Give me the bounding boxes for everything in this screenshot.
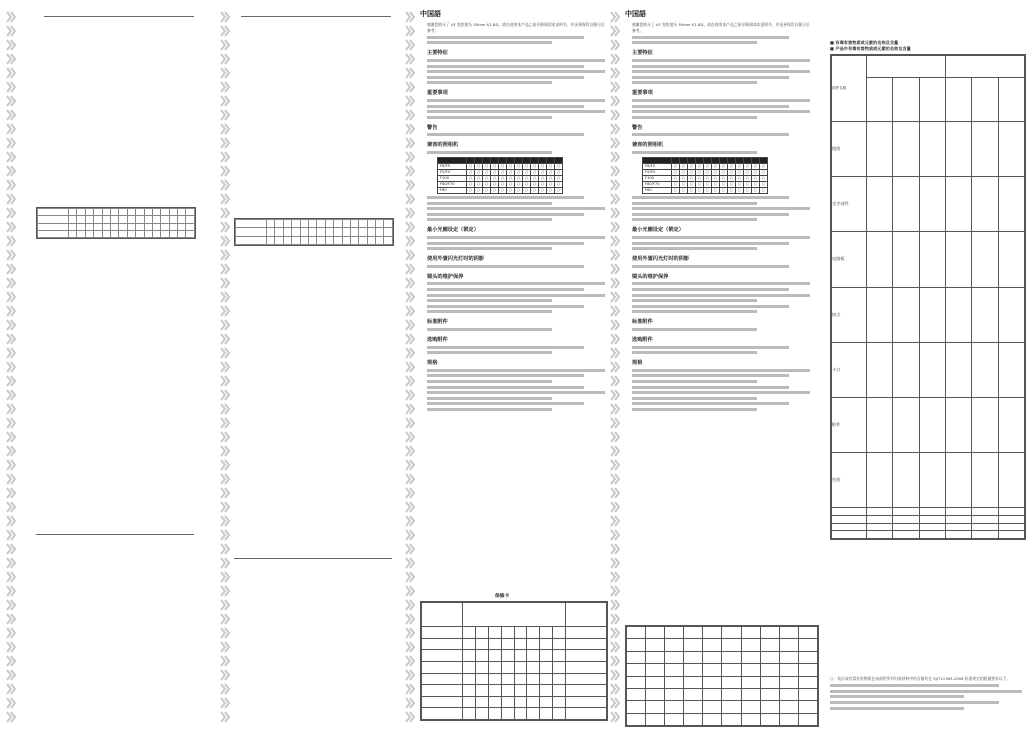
section-title: 主要特征 (427, 50, 448, 57)
panel-body (632, 22, 810, 414)
bottom-rule (36, 534, 194, 535)
section-title: 规格 (427, 360, 438, 367)
top-rule (241, 16, 391, 17)
panel-heading: 中国語 (625, 10, 646, 18)
warranty-title: 保修卡 (495, 594, 510, 599)
section-title: 最小光圈设定（锁定） (427, 227, 479, 234)
section-title: 兼容的照相机 (632, 142, 664, 149)
section-title: 镜头的维护保养 (427, 273, 464, 280)
panel-3 (400, 0, 615, 730)
bottom-rule (234, 558, 392, 559)
warranty-table (420, 601, 608, 721)
table-title (830, 40, 1020, 52)
section-title: 最小光圈设定（锁定） (632, 227, 684, 234)
hazard-row-label: 包装 (832, 453, 867, 508)
compat-row-label: F100 (438, 175, 467, 181)
chevron-strip (220, 10, 230, 725)
chevron-decoration-icon (405, 10, 415, 725)
hazard-table (830, 54, 1026, 540)
hazard-header-cell: 部件名称 (832, 56, 867, 122)
hazard-row-label: 光学部件 (832, 177, 867, 232)
panel-2 (215, 0, 415, 730)
chevron-decoration-icon (610, 10, 620, 725)
hazard-row-label: 电路板 (832, 232, 867, 287)
compat-row-label: F5/F4 (643, 169, 672, 175)
compat-row-label: F5/F4 (438, 169, 467, 175)
compat-row-label: F80/F70 (643, 181, 672, 187)
compat-row-label: F6/F5 (438, 163, 467, 169)
chevron-decoration-icon (6, 10, 16, 725)
section-title: 标准附件 (632, 319, 653, 326)
compat-row-label: F60 (643, 187, 672, 193)
table-title-line: ■ 有毒有害物质或元素的名称及含量 (830, 40, 899, 45)
section-title: 警告 (427, 124, 438, 131)
compat-row-label: F80/F70 (438, 181, 467, 187)
hazard-row-label: 接点 (832, 287, 867, 342)
section-title: 主要特征 (632, 50, 653, 57)
section-title: 警告 (632, 124, 643, 131)
chevron-strip (610, 10, 620, 725)
section-title: 规格 (632, 360, 643, 367)
section-title: 选购附件 (427, 337, 448, 343)
section-title: 兼容的照相机 (427, 142, 459, 149)
panel-heading: 中国語 (420, 10, 441, 18)
footnote: ○：表示该有毒有害物质在该部件所有均质材料中的含量均在 SJ/T11363-2006 标准规定的限量要求以下。 (830, 676, 1011, 681)
hazard-row-label: 镜筒 (832, 122, 867, 177)
top-rule (44, 16, 194, 17)
section-title: 重要事项 (632, 90, 653, 97)
section-title: 重要事项 (427, 90, 448, 97)
chevron-strip (6, 10, 16, 725)
intro-text: 感谢您购买了 AF 变焦镜头 50mm f/1.8D。请在使用本产品之前仔细阅读本说明书，并妥善保管以便日后参考。 (427, 22, 605, 33)
compat-grid (36, 207, 196, 239)
hazard-row-label: 卡口 (832, 342, 867, 397)
compat-row-label: F6/F5 (643, 163, 672, 169)
chevron-strip (405, 10, 415, 725)
section-title: 使用外置闪光灯时的阴影 (632, 256, 690, 263)
panel-5 (820, 0, 1032, 730)
chevron-decoration-icon (220, 10, 230, 725)
footnote-block (830, 676, 1022, 712)
section-title: 镜头的维护保养 (632, 273, 669, 280)
compat-row-label: F100 (643, 175, 672, 181)
table-title-line: ■ 产品中有毒有害物质或元素的名称及含量 (830, 46, 911, 52)
compat-grid (234, 218, 394, 246)
hazard-row-label: 附件 (832, 397, 867, 452)
compat-row-label: F60 (438, 187, 467, 193)
section-title: 选购附件 (632, 337, 653, 343)
section-title: 标准附件 (427, 319, 448, 326)
panel-1 (0, 0, 215, 730)
compat-table: F6/F5 ○ ○ ○ ○ ○ ○ ○ ○ ○ ○ ○ ○ F5/F4 ○ ○ ○ ○ ○ ○ ○ ○ ○ ○ ○ ○ F100 ○ ○ ○ ○ ○ ○ ○ ○ ○ ○ ○ ○ F80/F70 ○ ○ ○ ○ ○ ○ ○ ○ ○ ○ ○ ○ F60 ○ ○ ○ ○ ○ ○ ○ ○ ○ ○ ○ ○ (642, 157, 768, 194)
panel-body (427, 22, 605, 414)
compat-table: F6/F5 ○ ○ ○ ○ ○ ○ ○ ○ ○ ○ ○ ○ F5/F4 ○ ○ ○ ○ ○ ○ ○ ○ ○ ○ ○ ○ F100 ○ ○ ○ ○ ○ ○ ○ ○ ○ ○ ○ ○ F80/F70 ○ ○ ○ ○ ○ ○ ○ ○ ○ ○ ○ ○ F60 ○ ○ ○ ○ ○ ○ ○ ○ ○ ○ ○ ○ (437, 157, 563, 194)
warranty-table (625, 625, 819, 727)
panel-4 (605, 0, 820, 730)
section-title: 使用外置闪光灯时的阴影 (427, 256, 485, 263)
intro-text: 感谢您购买了 AF 变焦镜头 50mm f/1.8D。请在使用本产品之前仔细阅读本说明书，并妥善保管以便日后参考。 (632, 22, 810, 33)
